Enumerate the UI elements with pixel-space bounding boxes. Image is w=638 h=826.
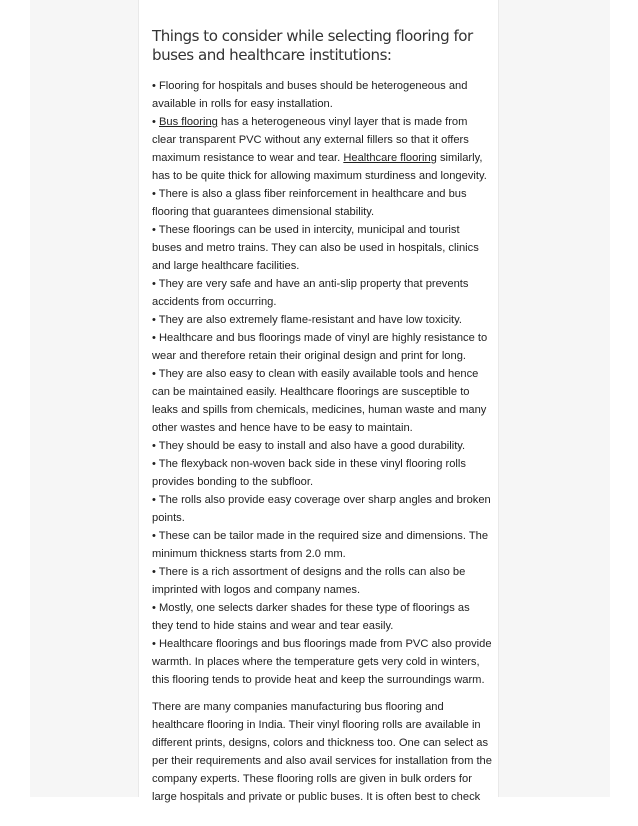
left-margin-panel <box>30 0 139 797</box>
closing-paragraph: There are many companies manufacturing bus flooring and healthcare flooring in India. Their vinyl flooring rolls are available in different prints, designs, colors and thickness too. One can select as per their requirements and also avail services for installation from the company experts. These flooring rolls are given in bulk orders for large hospitals and private or public buses. It is often best to check <box>152 701 492 803</box>
bullet-item: • Healthcare floorings and bus floorings made from PVC also provide warmth. In places where the temperature gets very cold in winters, this flooring tends to provide heat and keep the surroundings warm. <box>152 638 492 686</box>
right-margin-panel <box>498 0 610 797</box>
bus-flooring-link[interactable]: Bus flooring <box>159 116 218 128</box>
bullet-item: • They are also easy to clean with easily available tools and hence can be maintained easily. Healthcare floorings are susceptible to leaks and spills from chemicals, medicines, human waste and many other wastes and hence have to be easy to maintain. <box>152 368 487 434</box>
bullet-item: • They are very safe and have an anti-slip property that prevents accidents from occurring. <box>152 278 469 308</box>
bullet-item: • Mostly, one selects darker shades for these type of floorings as they tend to hide stains and wear and tear easily. <box>152 602 470 632</box>
healthcare-flooring-link[interactable]: Healthcare flooring <box>343 152 437 164</box>
article-title: Things to consider while selecting flooring for buses and healthcare institutions: <box>152 27 473 64</box>
bullet-item: • They should be easy to install and also have a good durability. <box>152 440 466 452</box>
bullet-item: • Healthcare and bus floorings made of vinyl are highly resistance to wear and therefore retain their original design and print for long. <box>152 332 488 362</box>
bullet-text: similarly, has to be quite thick for allowing maximum sturdiness and longevity. <box>152 152 487 182</box>
bullet-item: • Flooring for hospitals and buses should be heterogeneous and available in rolls for easy installation. <box>152 80 468 110</box>
bullet-item: • They are also extremely flame-resistant and have low toxicity. <box>152 314 462 326</box>
bullet-item: • These floorings can be used in intercity, municipal and tourist buses and metro trains. They can also be used in hospitals, clinics and large healthcare facilities. <box>152 224 479 272</box>
bullet-item: • There is also a glass fiber reinforcement in healthcare and bus flooring that guarantees dimensional stability. <box>152 188 467 218</box>
bullet-item: • These can be tailor made in the required size and dimensions. The minimum thickness starts from 2.0 mm. <box>152 530 489 560</box>
article-body <box>152 27 492 806</box>
bullet-text: has a heterogeneous vinyl layer that is made from clear transparent PVC without any external fillers so that it offers maximum resistance to wear and tear. <box>152 116 469 164</box>
bullet-prefix: • <box>152 116 159 128</box>
bullet-item <box>152 113 492 185</box>
bullet-item: • There is a rich assortment of designs and the rolls can also be imprinted with logos and company names. <box>152 566 466 596</box>
bullet-item: • The rolls also provide easy coverage over sharp angles and broken points. <box>152 494 491 524</box>
bullet-item: • The flexyback non-woven back side in these vinyl flooring rolls provides bonding to the subfloor. <box>152 458 466 488</box>
